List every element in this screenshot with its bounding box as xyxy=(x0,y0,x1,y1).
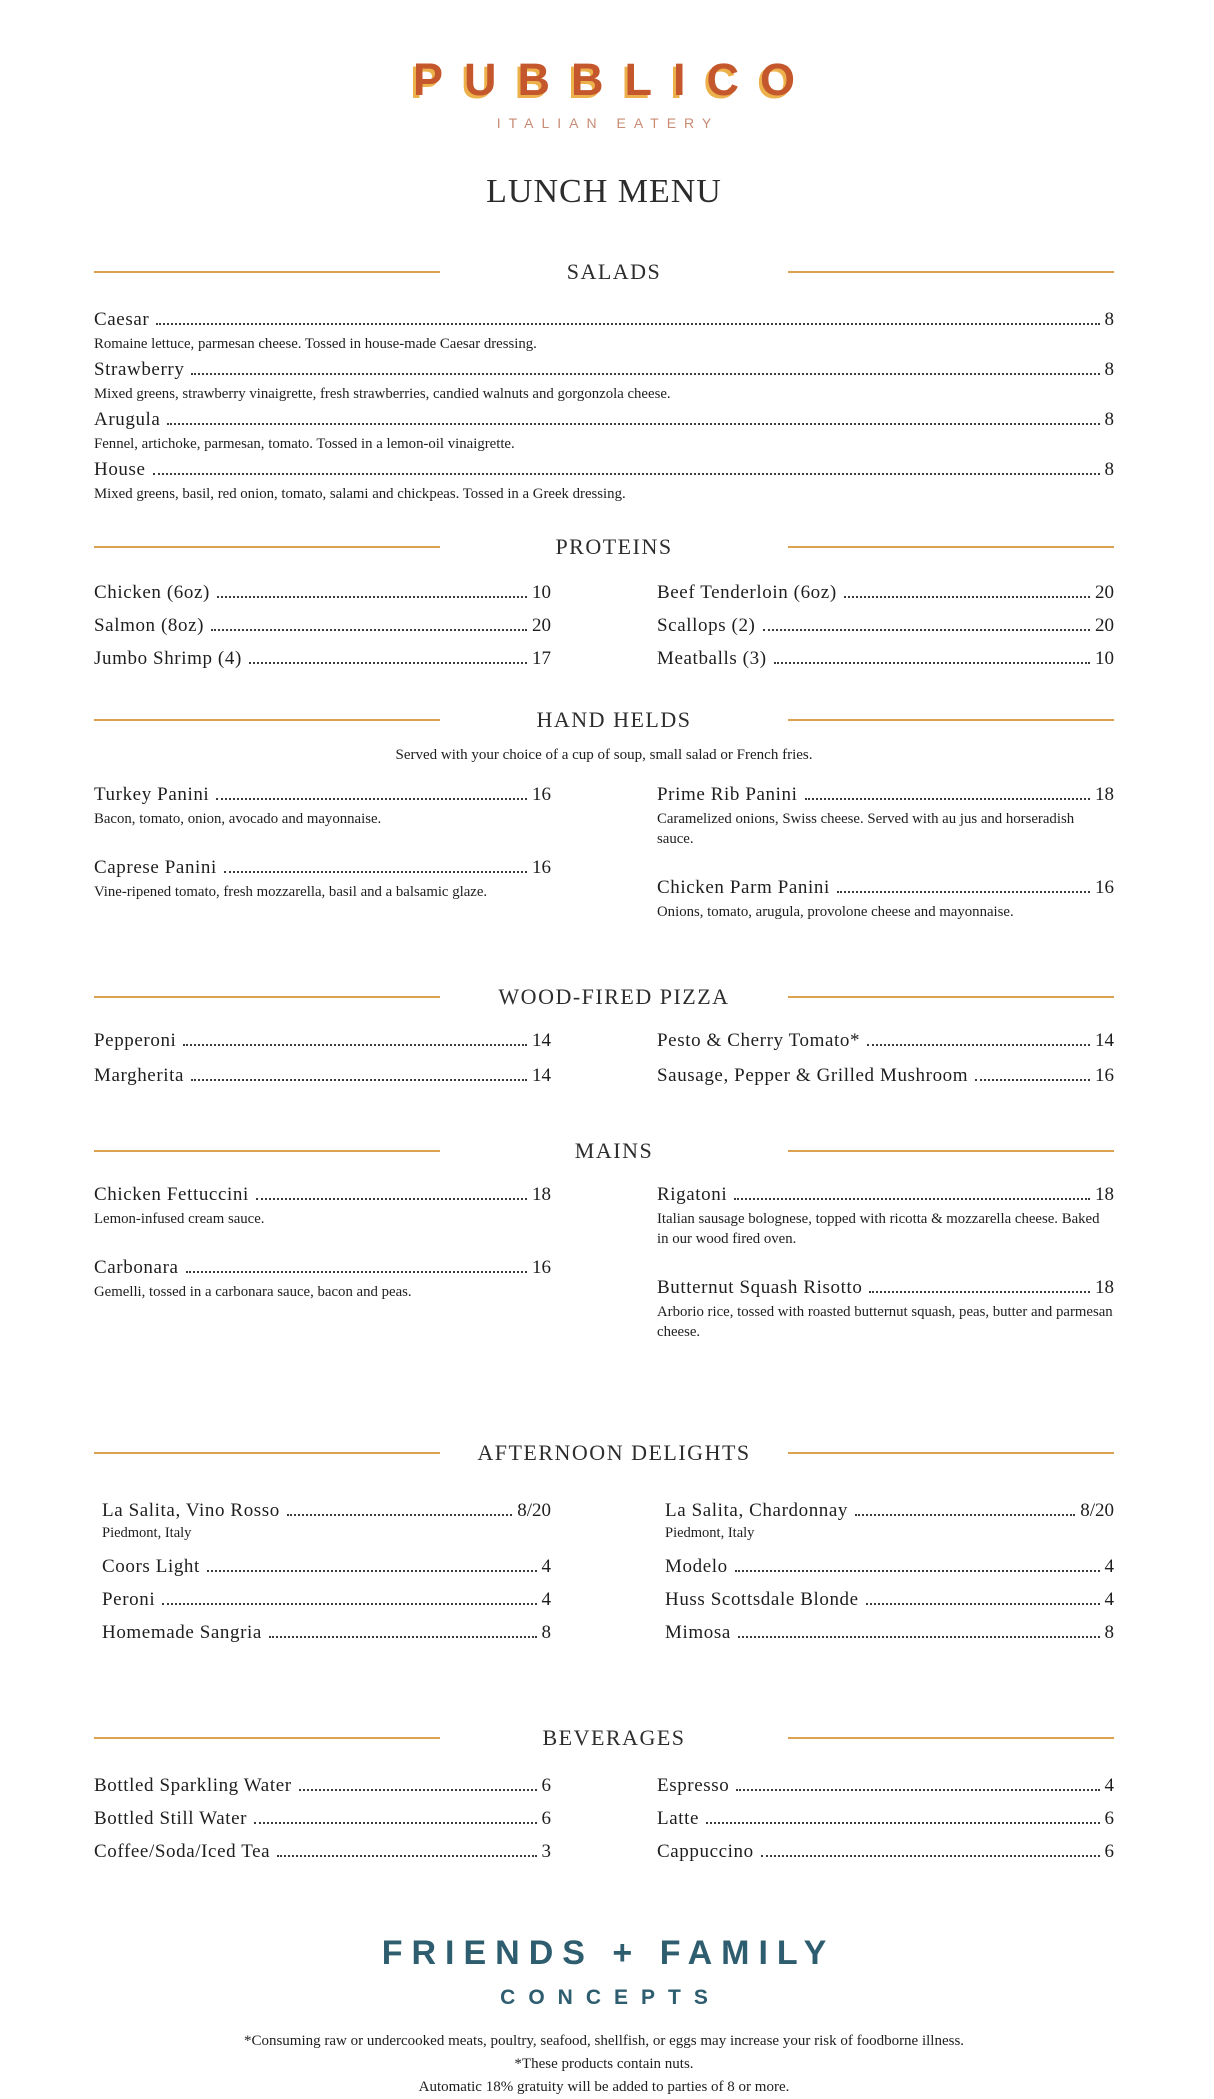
item-row xyxy=(94,1182,551,1208)
section-afternoon-delights xyxy=(94,1440,1114,1653)
item-price: 8/20 xyxy=(1080,1500,1114,1521)
item-row xyxy=(657,875,1114,901)
column-left xyxy=(94,1498,551,1653)
dotted-leader xyxy=(249,662,527,664)
menu-item xyxy=(94,1839,551,1865)
dotted-leader xyxy=(269,1636,537,1638)
item-name: Beef Tenderloin (6oz) xyxy=(657,582,837,603)
column-right xyxy=(657,580,1114,679)
dotted-leader xyxy=(216,798,527,800)
item-name: Modelo xyxy=(665,1556,728,1577)
dotted-leader xyxy=(837,891,1090,893)
menu-item xyxy=(657,782,1114,849)
menu-item xyxy=(94,613,551,639)
column-right xyxy=(657,1498,1114,1653)
item-name: Scallops (2) xyxy=(657,615,756,636)
menu-item xyxy=(102,1554,551,1580)
dotted-leader xyxy=(805,798,1091,800)
item-price: 8 xyxy=(541,1622,551,1643)
item-row xyxy=(657,782,1114,808)
item-description: Mixed greens, strawberry vinaigrette, fresh strawberries, candied walnuts and gorgonzola cheese. xyxy=(94,386,671,402)
item-price: 16 xyxy=(532,1257,551,1278)
item-price: 4 xyxy=(541,1589,551,1610)
menu-item xyxy=(94,1255,551,1302)
item-name: Bottled Sparkling Water xyxy=(94,1775,292,1796)
item-row xyxy=(102,1498,551,1524)
dotted-leader xyxy=(207,1570,537,1572)
dotted-leader xyxy=(183,1044,527,1046)
item-price: 8 xyxy=(1104,359,1114,380)
section-title: PROTEINS xyxy=(555,534,673,559)
item-name: Coors Light xyxy=(102,1556,200,1577)
item-price: 8 xyxy=(1104,409,1114,430)
menu-item xyxy=(657,1063,1114,1089)
section-title: SALADS xyxy=(566,259,662,284)
dotted-leader xyxy=(167,423,1099,425)
item-price: 4 xyxy=(1104,1556,1114,1577)
item-description: Caramelized onions, Swiss cheese. Served with au jus and horseradish sauce. xyxy=(657,811,1075,847)
item-description: Mixed greens, basil, red onion, tomato, salami and chickpeas. Tossed in a Greek dressing. xyxy=(94,486,626,502)
accent-rule-left xyxy=(94,1452,440,1454)
item-price: 14 xyxy=(1095,1030,1114,1051)
item-price: 10 xyxy=(1095,648,1114,669)
item-price: 16 xyxy=(532,857,551,878)
item-price: 4 xyxy=(1104,1589,1114,1610)
dotted-leader xyxy=(736,1789,1099,1791)
accent-rule-right xyxy=(788,1150,1114,1152)
item-description: Onions, tomato, arugula, provolone cheese and mayonnaise. xyxy=(657,904,1014,920)
item-name: Coffee/Soda/Iced Tea xyxy=(94,1841,271,1862)
item-description: Fennel, artichoke, parmesan, tomato. Tossed in a lemon-oil vinaigrette. xyxy=(94,436,515,452)
menu-item xyxy=(94,457,1114,504)
column-left xyxy=(94,1028,551,1098)
item-price: 10 xyxy=(532,582,551,603)
section-title: BEVERAGES xyxy=(542,1725,686,1750)
menu-item xyxy=(94,782,551,829)
menu-item xyxy=(94,1182,551,1229)
accent-rule-left xyxy=(94,271,440,273)
footer-disclaimers xyxy=(94,2030,1114,2099)
item-name: Chicken Fettuccini xyxy=(94,1184,249,1205)
disclaimer-line: *Consuming raw or undercooked meats, poultry, seafood, shellfish, or eggs may increase your risk of foodborne illness. xyxy=(243,2033,965,2049)
item-name: Margherita xyxy=(94,1065,185,1086)
dotted-leader xyxy=(191,1079,527,1081)
menu-item xyxy=(94,580,551,606)
item-price: 8 xyxy=(1104,309,1114,330)
item-origin: Piedmont, Italy xyxy=(665,1525,755,1541)
menu-item xyxy=(94,1773,551,1799)
item-name: Sausage, Pepper & Grilled Mushroom xyxy=(657,1065,969,1086)
accent-rule-left xyxy=(94,996,440,998)
item-price: 18 xyxy=(1095,1184,1114,1205)
item-description: Romaine lettuce, parmesan cheese. Tossed in house-made Caesar dressing. xyxy=(94,336,537,352)
section-mains xyxy=(94,1138,1114,1368)
proteins-grid xyxy=(94,580,1114,679)
menu-item xyxy=(102,1587,551,1613)
item-row xyxy=(94,457,1114,483)
item-row xyxy=(665,1498,1114,1524)
item-name: Espresso xyxy=(657,1775,730,1796)
item-name: Peroni xyxy=(102,1589,156,1610)
item-name: Strawberry xyxy=(94,359,185,380)
item-name: Rigatoni xyxy=(657,1184,728,1205)
item-origin: Piedmont, Italy xyxy=(102,1525,192,1541)
item-price: 16 xyxy=(1095,877,1114,898)
dotted-leader xyxy=(191,373,1099,375)
salads-list xyxy=(94,307,1114,504)
page-title: LUNCH MENU xyxy=(486,173,722,210)
menu-item xyxy=(657,613,1114,639)
section-header xyxy=(94,1725,1114,1751)
menu-item xyxy=(657,875,1114,922)
menu-item xyxy=(657,580,1114,606)
dotted-leader xyxy=(162,1603,536,1605)
item-description: Arborio rice, tossed with roasted butternut squash, peas, butter and parmesan cheese. xyxy=(657,1304,1113,1340)
item-price: 14 xyxy=(532,1030,551,1051)
section-header xyxy=(94,1440,1114,1466)
item-name: Caesar xyxy=(94,309,150,330)
menu-item xyxy=(94,1063,551,1089)
column-left xyxy=(94,580,551,679)
menu-item xyxy=(94,307,1114,354)
brand-tagline: ITALIAN EATERY xyxy=(496,115,720,131)
item-name: Carbonara xyxy=(94,1257,179,1278)
dotted-leader xyxy=(761,1855,1100,1857)
menu-item xyxy=(94,1028,551,1054)
menu-item xyxy=(657,1806,1114,1832)
item-price: 6 xyxy=(1104,1808,1114,1829)
menu-item xyxy=(94,855,551,902)
hand-helds-grid xyxy=(94,782,1114,948)
dotted-leader xyxy=(867,1044,1090,1046)
item-price: 4 xyxy=(1104,1775,1114,1796)
dotted-leader xyxy=(217,596,527,598)
section-header xyxy=(94,259,1114,285)
dotted-leader xyxy=(224,871,527,873)
item-description: Italian sausage bolognese, topped with ricotta & mozzarella cheese. Baked in our wood fired oven. xyxy=(657,1211,1100,1247)
mains-grid xyxy=(94,1182,1114,1368)
item-price: 17 xyxy=(532,648,551,669)
menu-item xyxy=(665,1620,1114,1646)
column-left xyxy=(94,1182,551,1328)
accent-rule-right xyxy=(788,1452,1114,1454)
item-description: Lemon-infused cream sauce. xyxy=(94,1211,265,1227)
dotted-leader xyxy=(735,1570,1100,1572)
item-name: Turkey Panini xyxy=(94,784,210,805)
dotted-leader xyxy=(277,1855,536,1857)
item-price: 8 xyxy=(1104,1622,1114,1643)
column-left xyxy=(94,1773,551,1872)
section-header xyxy=(94,707,1114,733)
item-row xyxy=(94,407,1114,433)
dotted-leader xyxy=(738,1636,1100,1638)
item-price: 16 xyxy=(532,784,551,805)
dotted-leader xyxy=(156,323,1099,325)
item-price: 20 xyxy=(1095,582,1114,603)
menu-item xyxy=(94,407,1114,454)
item-price: 18 xyxy=(1095,784,1114,805)
item-price: 6 xyxy=(541,1808,551,1829)
item-price: 18 xyxy=(532,1184,551,1205)
item-price: 20 xyxy=(532,615,551,636)
item-price: 16 xyxy=(1095,1065,1114,1086)
item-name: Bottled Still Water xyxy=(94,1808,248,1829)
section-pizza xyxy=(94,984,1114,1098)
item-price: 6 xyxy=(1104,1841,1114,1862)
disclaimer-line: Automatic 18% gratuity will be added to parties of 8 or more. xyxy=(418,2079,790,2095)
item-price: 8 xyxy=(1104,459,1114,480)
menu-item xyxy=(102,1498,551,1542)
section-proteins xyxy=(94,534,1114,679)
item-name: Jumbo Shrimp (4) xyxy=(94,648,242,669)
item-name: Chicken (6oz) xyxy=(94,582,210,603)
item-name: House xyxy=(94,459,146,480)
disclaimer-line: *These products contain nuts. xyxy=(514,2056,694,2072)
item-description: Bacon, tomato, onion, avocado and mayonnaise. xyxy=(94,811,382,827)
dotted-leader xyxy=(774,662,1090,664)
afternoon-grid xyxy=(94,1498,1114,1653)
item-price: 14 xyxy=(532,1065,551,1086)
dotted-leader xyxy=(706,1822,1099,1824)
dotted-leader xyxy=(869,1291,1090,1293)
item-description: Gemelli, tossed in a carbonara sauce, bacon and peas. xyxy=(94,1284,412,1300)
item-name: Salmon (8oz) xyxy=(94,615,205,636)
item-name: Arugula xyxy=(94,409,161,430)
item-name: Caprese Panini xyxy=(94,857,217,878)
accent-rule-right xyxy=(788,1737,1114,1739)
dotted-leader xyxy=(975,1079,1090,1081)
item-description: Vine-ripened tomato, fresh mozzarella, basil and a balsamic glaze. xyxy=(94,884,488,900)
section-title: MAINS xyxy=(574,1138,654,1163)
menu-item xyxy=(657,1028,1114,1054)
section-hand-helds xyxy=(94,707,1114,948)
item-price: 18 xyxy=(1095,1277,1114,1298)
item-row xyxy=(94,307,1114,333)
column-right xyxy=(657,1028,1114,1098)
item-price: 6 xyxy=(541,1775,551,1796)
item-name: La Salita, Vino Rosso xyxy=(102,1500,280,1521)
section-title: HAND HELDS xyxy=(536,707,692,732)
item-name: Mimosa xyxy=(665,1622,731,1643)
dotted-leader xyxy=(256,1198,527,1200)
section-header xyxy=(94,534,1114,560)
item-price: 4 xyxy=(541,1556,551,1577)
column-right xyxy=(657,1182,1114,1368)
dotted-leader xyxy=(299,1789,537,1791)
dotted-leader xyxy=(866,1603,1100,1605)
item-row xyxy=(94,855,551,881)
item-name: Meatballs (3) xyxy=(657,648,767,669)
section-header xyxy=(94,1138,1114,1164)
item-price: 3 xyxy=(541,1841,551,1862)
beverages-grid xyxy=(94,1773,1114,1872)
menu-item xyxy=(657,1773,1114,1799)
menu-item xyxy=(94,1806,551,1832)
item-name: Cappuccino xyxy=(657,1841,754,1862)
section-title: AFTERNOON DELIGHTS xyxy=(477,1440,751,1465)
accent-rule-right xyxy=(788,546,1114,548)
item-name: Pesto & Cherry Tomato* xyxy=(657,1030,861,1051)
menu-item xyxy=(657,1182,1114,1249)
item-name: Pepperoni xyxy=(94,1030,177,1051)
item-row xyxy=(94,782,551,808)
dotted-leader xyxy=(186,1271,527,1273)
accent-rule-left xyxy=(94,546,440,548)
menu-item xyxy=(665,1587,1114,1613)
item-price: 8/20 xyxy=(517,1500,551,1521)
dotted-leader xyxy=(763,629,1091,631)
section-beverages xyxy=(94,1725,1114,1872)
item-row xyxy=(657,1275,1114,1301)
dotted-leader xyxy=(855,1514,1075,1516)
section-salads xyxy=(94,259,1114,504)
menu-item xyxy=(657,646,1114,672)
pizza-grid xyxy=(94,1028,1114,1098)
item-name: Prime Rib Panini xyxy=(657,784,798,805)
footer-brand-logo: FRIENDS + FAMILY xyxy=(381,1934,836,1972)
accent-rule-left xyxy=(94,1737,440,1739)
menu-item xyxy=(657,1839,1114,1865)
menu-item xyxy=(94,646,551,672)
menu-item xyxy=(665,1554,1114,1580)
accent-rule-left xyxy=(94,719,440,721)
brand-logo: PUBBLICO xyxy=(413,54,816,105)
item-row xyxy=(94,357,1114,383)
menu-item xyxy=(665,1498,1114,1542)
section-title: WOOD-FIRED PIZZA xyxy=(498,984,730,1009)
accent-rule-right xyxy=(788,996,1114,998)
column-right xyxy=(657,1773,1114,1872)
menu-item xyxy=(94,357,1114,404)
item-price: 20 xyxy=(1095,615,1114,636)
item-name: Latte xyxy=(657,1808,700,1829)
menu-item xyxy=(657,1275,1114,1342)
accent-rule-left xyxy=(94,1150,440,1152)
dotted-leader xyxy=(153,473,1100,475)
accent-rule-right xyxy=(788,271,1114,273)
dotted-leader xyxy=(211,629,527,631)
dotted-leader xyxy=(734,1198,1090,1200)
column-right xyxy=(657,782,1114,948)
section-note: Served with your choice of a cup of soup, small salad or French fries. xyxy=(395,747,813,763)
item-row xyxy=(657,1182,1114,1208)
menu-item xyxy=(102,1620,551,1646)
item-name: Huss Scottsdale Blonde xyxy=(665,1589,859,1610)
dotted-leader xyxy=(844,596,1090,598)
item-name: Homemade Sangria xyxy=(102,1622,262,1643)
section-header xyxy=(94,984,1114,1010)
footer-brand-subtitle: CONCEPTS xyxy=(500,1986,721,2009)
dotted-leader xyxy=(287,1514,512,1516)
accent-rule-right xyxy=(788,719,1114,721)
item-name: Chicken Parm Panini xyxy=(657,877,830,898)
item-row xyxy=(94,1255,551,1281)
dotted-leader xyxy=(254,1822,536,1824)
column-left xyxy=(94,782,551,928)
item-name: La Salita, Chardonnay xyxy=(665,1500,849,1521)
item-name: Butternut Squash Risotto xyxy=(657,1277,863,1298)
